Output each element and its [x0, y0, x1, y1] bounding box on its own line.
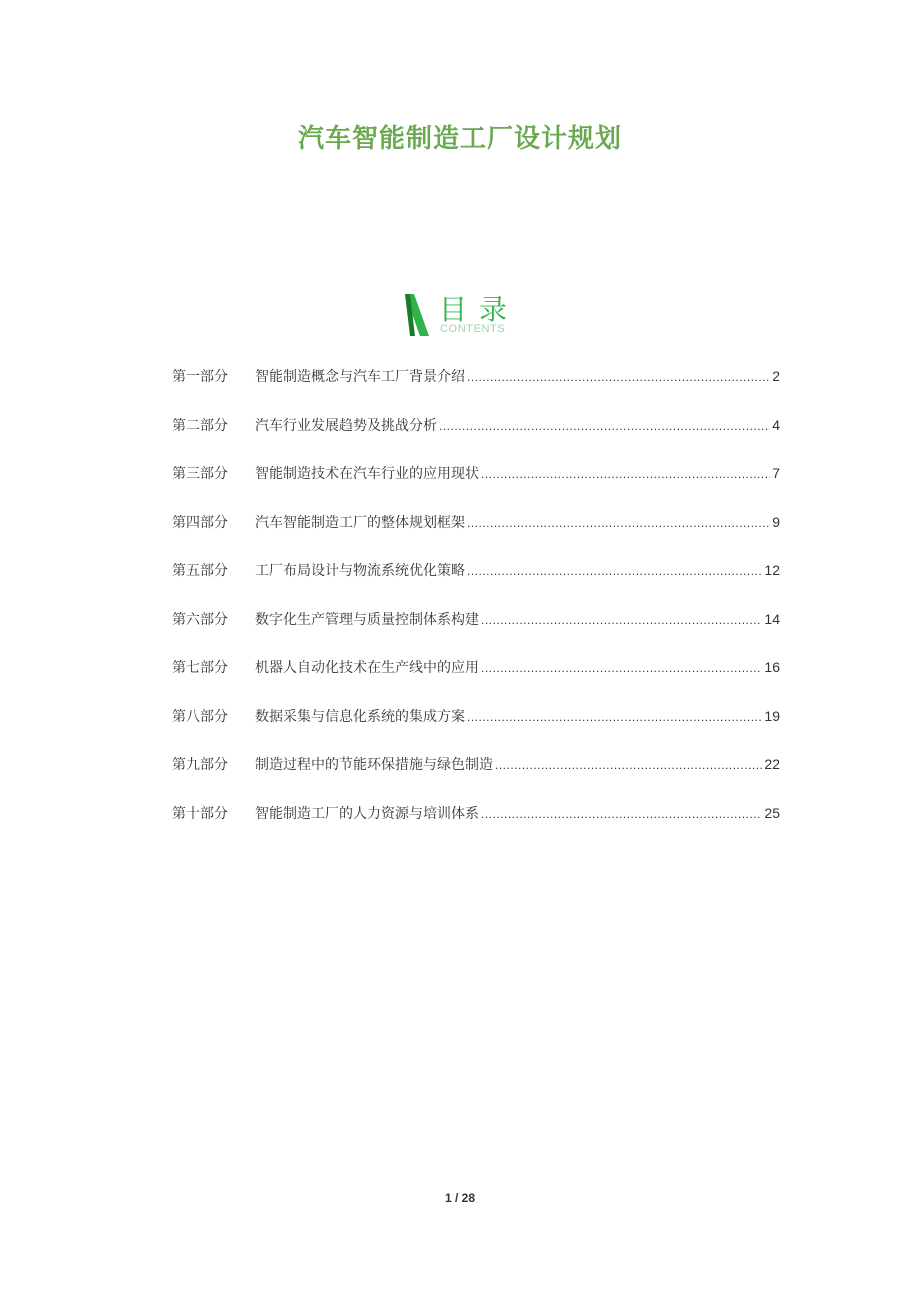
toc-entry-page: 22 — [764, 756, 780, 772]
toc-leader-dots — [467, 710, 762, 724]
toc-header — [403, 292, 543, 340]
toc-entry-title: 智能制造技术在汽车行业的应用现状 — [255, 466, 479, 482]
toc-entry-part: 第八部分 — [172, 708, 228, 725]
toc-entry-page: 19 — [764, 707, 780, 724]
toc-entry-title: 工厂布局设计与物流系统优化策略 — [255, 563, 465, 579]
toc-heading: 目录 — [439, 293, 520, 326]
toc-leader-dots — [467, 564, 762, 578]
toc-entry-title: 智能制造概念与汽车工厂背景介绍 — [255, 369, 465, 385]
toc-entry-title: 汽车智能制造工厂的整体规划框架 — [255, 514, 465, 531]
toc-leader-dots — [467, 370, 770, 384]
toc-leader-dots — [439, 419, 770, 433]
toc-entry[interactable] — [172, 560, 780, 609]
toc-entry[interactable] — [172, 609, 780, 658]
toc-entry-page: 16 — [764, 659, 780, 675]
toc-entry[interactable] — [172, 706, 780, 755]
contents-logo-icon — [403, 294, 429, 336]
toc-entry-part: 第六部分 — [172, 611, 228, 628]
toc-entry-page: 25 — [764, 804, 780, 821]
toc-entry-title: 智能制造工厂的人力资源与培训体系 — [255, 805, 479, 822]
toc-entry-page: 2 — [772, 368, 780, 384]
toc-subheading: CONTENTS — [440, 323, 506, 335]
toc-entry-page: 12 — [764, 562, 780, 578]
toc-leader-dots — [495, 758, 762, 772]
toc-entry-title: 汽车行业发展趋势及挑战分析 — [255, 417, 437, 434]
toc-entry-title: 机器人自动化技术在生产线中的应用 — [255, 660, 479, 676]
toc-entry-part: 第九部分 — [172, 757, 228, 773]
toc-entry-page: 7 — [772, 465, 780, 481]
toc-entry-part: 第四部分 — [172, 514, 228, 531]
toc-entry-title: 数字化生产管理与质量控制体系构建 — [255, 611, 479, 628]
toc-entry-part: 第七部分 — [172, 660, 228, 676]
page-number: 1 / 28 — [444, 1191, 476, 1205]
toc-leader-dots — [481, 467, 770, 481]
toc-entry-part: 第二部分 — [172, 417, 228, 434]
toc-entry-part: 第一部分 — [172, 369, 228, 385]
toc-entry[interactable] — [172, 754, 780, 803]
toc-entry[interactable] — [172, 657, 780, 706]
toc-leader-dots — [467, 516, 770, 530]
toc-list — [172, 366, 780, 851]
toc-entry-title: 制造过程中的节能环保措施与绿色制造 — [255, 757, 493, 773]
toc-entry[interactable] — [172, 803, 780, 852]
toc-entry-title: 数据采集与信息化系统的集成方案 — [255, 708, 465, 725]
toc-entry-page: 9 — [772, 513, 780, 530]
toc-leader-dots — [481, 613, 762, 627]
toc-entry[interactable] — [172, 463, 780, 512]
toc-entry-page: 4 — [772, 416, 780, 433]
toc-entry-part: 第五部分 — [172, 563, 228, 579]
toc-entry[interactable] — [172, 366, 780, 415]
toc-entry-part: 第十部分 — [172, 805, 228, 822]
toc-entry-part: 第三部分 — [172, 466, 228, 482]
document-title: 汽车智能制造工厂设计规划 — [297, 124, 622, 154]
toc-entry[interactable] — [172, 512, 780, 561]
toc-entry[interactable] — [172, 415, 780, 464]
toc-leader-dots — [481, 661, 762, 675]
toc-leader-dots — [481, 807, 762, 821]
toc-entry-page: 14 — [764, 610, 780, 627]
